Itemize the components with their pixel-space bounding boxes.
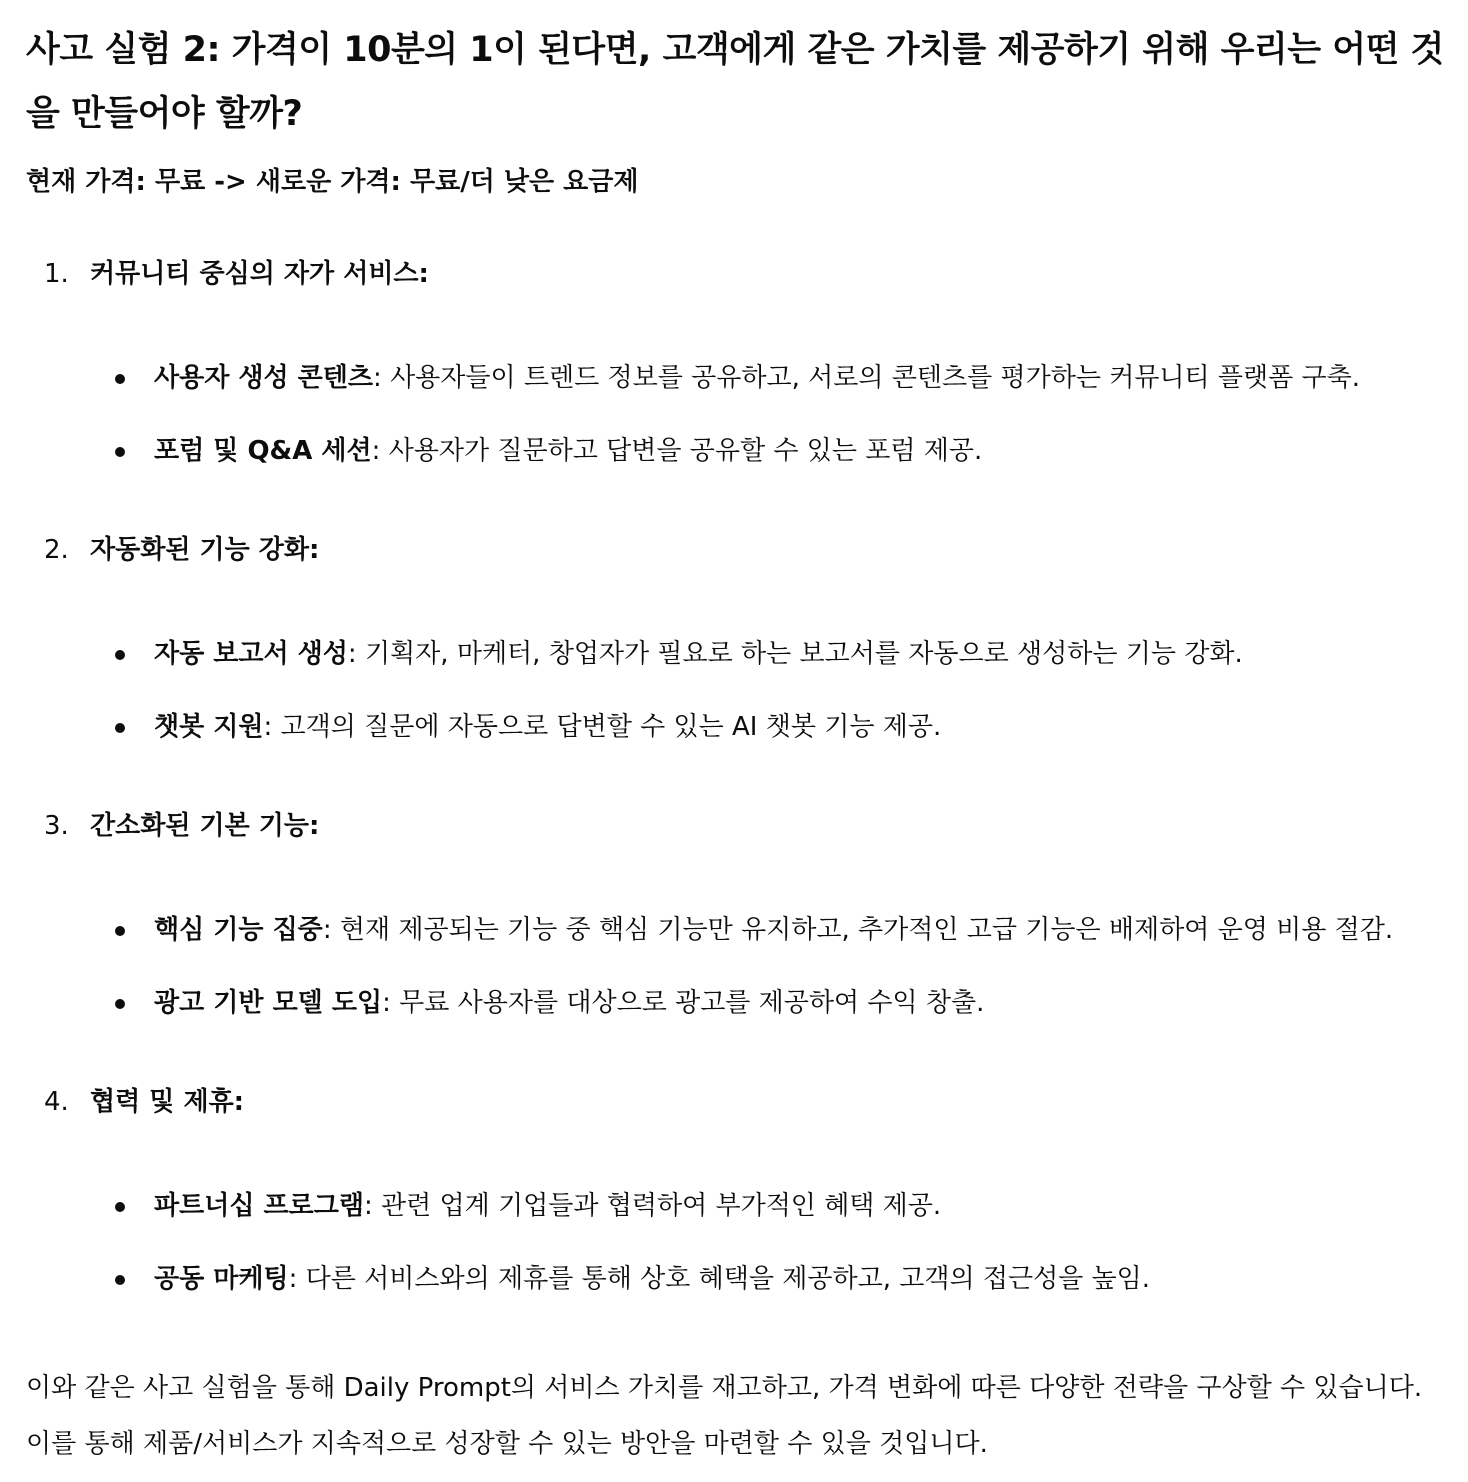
bullet-term: 광고 기반 모델 도입 [154,988,383,1018]
strategy-list [26,254,1444,1308]
bullet-text: : 다른 서비스와의 제휴를 통해 상호 혜택을 제공하고, 고객의 접근성을 높임. [288,1264,1151,1294]
bullet-dot-icon [115,1202,125,1212]
strategy-item [26,530,1444,756]
strategy-bullets [26,626,1444,756]
bullet-dot-icon [115,374,125,384]
bullet-item [26,1178,1444,1235]
bullet-item [26,350,1444,407]
bullet-text: : 관련 업계 기업들과 협력하여 부가적인 혜택 제공. [363,1191,942,1221]
bullet-term: 공동 마케팅 [154,1264,289,1294]
strategy-title [26,1082,1444,1122]
strategy-title-text: 협력 및 제휴: [90,1087,245,1117]
bullet-term: 사용자 생성 콘텐츠 [154,363,374,393]
strategy-title-text: 간소화된 기본 기능: [90,811,320,841]
bullet-dot-icon [115,999,125,1009]
bullet-item [26,975,1444,1032]
strategy-title [26,530,1444,570]
price-summary: 현재 가격: 무료 -> 새로운 가격: 무료/더 낮은 요금제 [26,167,639,197]
bullet-text: : 고객의 질문에 자동으로 답변할 수 있는 AI 챗봇 기능 제공. [263,712,942,742]
bullet-dot-icon [115,926,125,936]
bullet-term: 파트너십 프로그램 [154,1191,364,1221]
bullet-item [26,699,1444,756]
strategy-number: 1. [44,259,69,289]
bullet-term: 챗봇 지원 [154,712,264,742]
bullet-text: : 사용자들이 트렌드 정보를 공유하고, 서로의 콘텐츠를 평가하는 커뮤니티 플랫폼 구축. [373,363,1361,393]
strategy-item [26,1082,1444,1308]
bullet-text: : 무료 사용자를 대상으로 광고를 제공하여 수익 창출. [382,988,985,1018]
section-heading: 사고 실험 2: 가격이 10분의 1이 된다면, 고객에게 같은 가치를 제공하기 위해 우리는 어떤 것을 만들어야 할까? [26,30,1444,134]
bullet-term: 핵심 기능 집중 [154,915,323,945]
strategy-title [26,254,1444,294]
strategy-title-text: 자동화된 기능 강화: [90,535,320,565]
bullet-item [26,423,1444,480]
strategy-item [26,806,1444,1032]
strategy-title [26,806,1444,846]
bullet-dot-icon [115,650,125,660]
bullet-item [26,1251,1444,1308]
conclusion-paragraph: 이와 같은 사고 실험을 통해 Daily Prompt의 서비스 가치를 재고하고, 가격 변화에 따른 다양한 전략을 구상할 수 있습니다. 이를 통해 제품/서비스가 지속적으로 성장할 수 있는 방안을 마련할 수 있을 것입니다. [26,1373,1423,1459]
bullet-item [26,626,1444,683]
bullet-text: : 현재 제공되는 기능 중 핵심 기능만 유지하고, 추가적인 고급 기능은 배제하여 운영 비용 절감. [322,915,1394,945]
strategy-number: 4. [44,1087,69,1117]
strategy-title-text: 커뮤니티 중심의 자가 서비스: [90,259,429,289]
bullet-text: : 기획자, 마케터, 창업자가 필요로 하는 보고서를 자동으로 생성하는 기능 강화. [347,639,1243,669]
strategy-bullets [26,902,1444,1032]
strategy-number: 2. [44,535,69,565]
bullet-dot-icon [115,447,125,457]
strategy-item [26,254,1444,480]
bullet-dot-icon [115,723,125,733]
bullet-item [26,902,1444,959]
bullet-text: : 사용자가 질문하고 답변을 공유할 수 있는 포럼 제공. [371,436,983,466]
bullet-term: 자동 보고서 생성 [154,639,348,669]
bullet-term: 포럼 및 Q&A 세션 [154,436,372,466]
bullet-dot-icon [115,1275,125,1285]
strategy-bullets [26,1178,1444,1308]
strategy-number: 3. [44,811,69,841]
strategy-bullets [26,350,1444,480]
